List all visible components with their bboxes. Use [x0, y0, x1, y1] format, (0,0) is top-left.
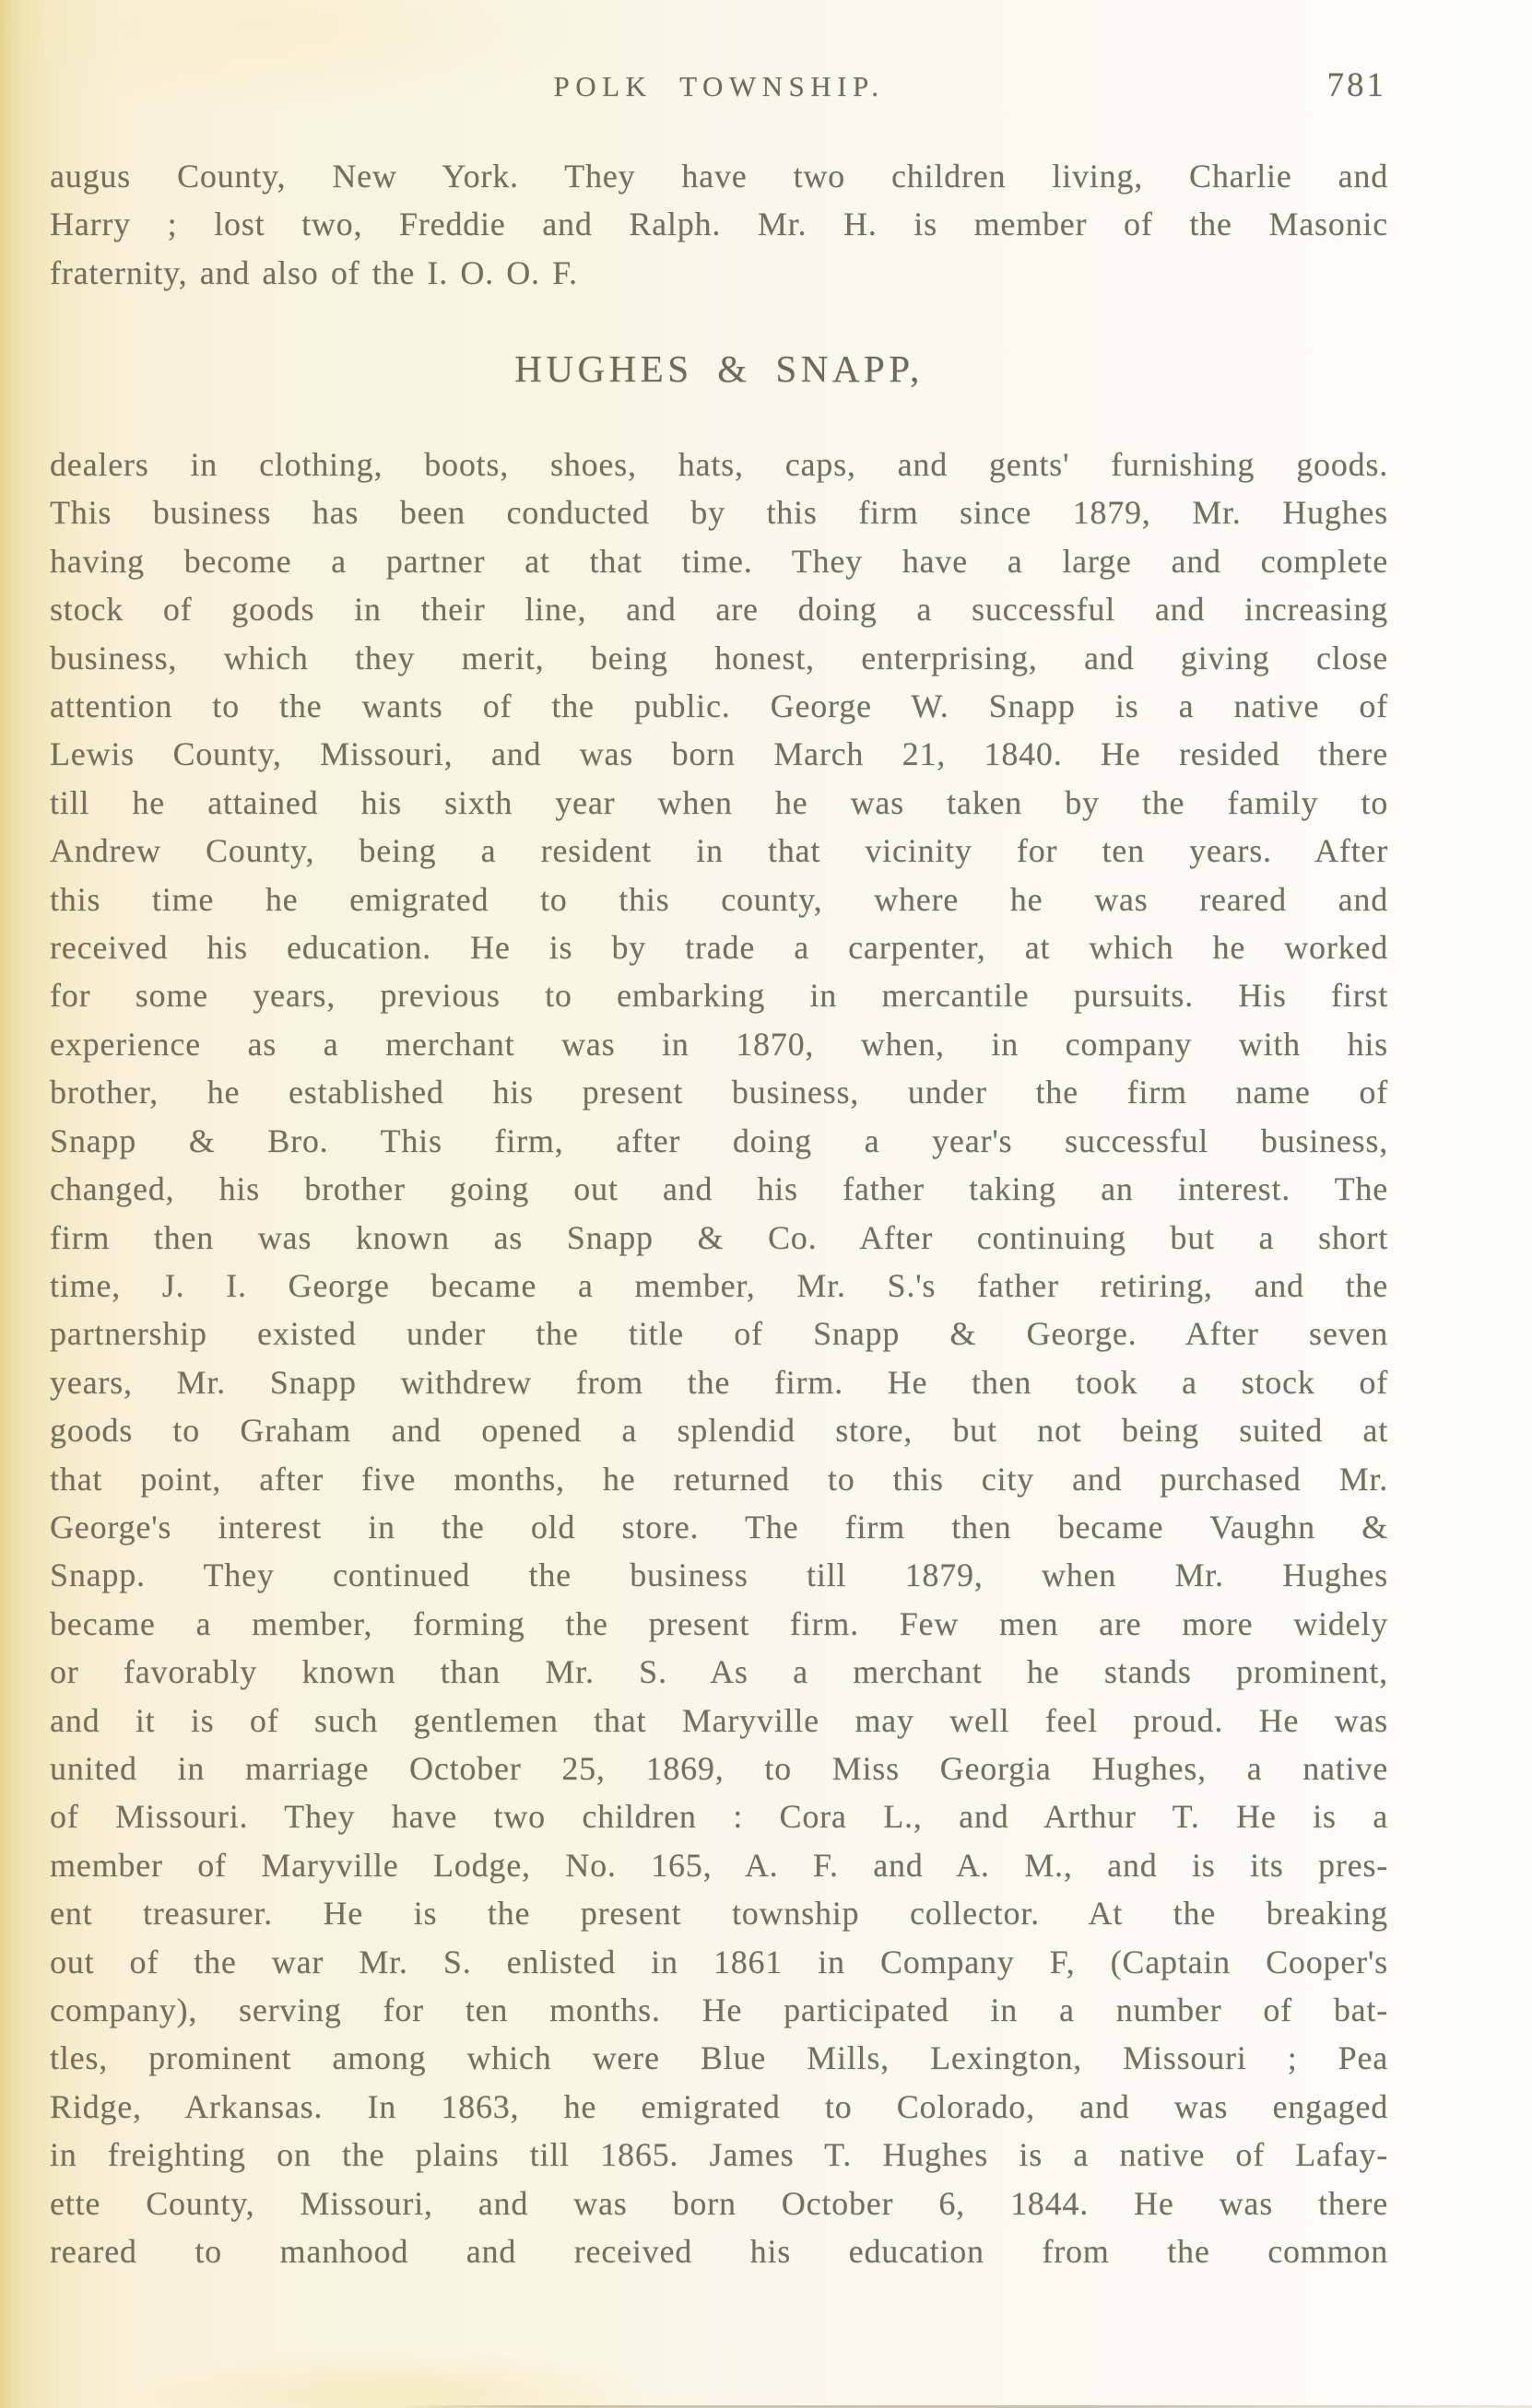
text-line: tles, prominent among which were Blue Mills, Lexington, Missouri ; Pea [50, 2039, 1388, 2077]
text-line: This business has been conducted by this firm since 1879, Mr. Hughes [50, 494, 1388, 532]
intro-paragraph [50, 152, 1388, 297]
text-line: fraternity, and also of the I. O. O. F. [50, 253, 578, 291]
text-line: brother, he established his present business, under the firm name of [50, 1074, 1388, 1111]
text-line: ette County, Missouri, and was born October 6, 1844. He was there [50, 2184, 1388, 2222]
page-header [50, 68, 1388, 111]
text-line: partnership existed under the title of Snapp & George. After seven [50, 1315, 1388, 1353]
text-line: stock of goods in their line, and are doing a successful and increasing [50, 591, 1388, 628]
text-line: George's interest in the old store. The firm then became Vaughn & [50, 1508, 1388, 1545]
text-line: goods to Graham and opened a splendid store, but not being suited at [50, 1412, 1388, 1450]
section-heading: HUGHES & SNAPP, [514, 347, 924, 390]
text-line: Snapp. They continued the business till 1879, when Mr. Hughes [50, 1556, 1388, 1594]
text-line: received his education. He is by trade a carpenter, at which he worked [50, 929, 1388, 967]
text-line: this time he emigrated to this county, where he was reared and [50, 880, 1388, 918]
text-line: till he attained his sixth year when he was taken by the family to [50, 783, 1388, 821]
body-paragraph [50, 440, 1388, 2275]
text-line: or favorably known than Mr. S. As a merchant he stands prominent, [50, 1653, 1388, 1691]
text-line: business, which they merit, being honest, enterprising, and giving close [50, 639, 1388, 676]
text-line: of Missouri. They have two children : Cora L., and Arthur T. He is a [50, 1798, 1388, 1836]
text-line: years, Mr. Snapp withdrew from the firm. He then took a stock of [50, 1363, 1388, 1401]
text-line: for some years, previous to embarking in mercantile pursuits. His first [50, 977, 1388, 1015]
text-line: and it is of such gentlemen that Maryville may well feel proud. He was [50, 1701, 1388, 1739]
text-line: Ridge, Arkansas. In 1863, he emigrated to Colorado, and was engaged [50, 2087, 1388, 2125]
text-line: attention to the wants of the public. George W. Snapp is a native of [50, 687, 1388, 725]
text-line: reared to manhood and received his education from the common [50, 2233, 1388, 2271]
text-line: united in marriage October 25, 1869, to Miss Georgia Hughes, a native [50, 1749, 1388, 1787]
text-line: having become a partner at that time. They have a large and complete [50, 542, 1388, 580]
text-line: augus County, New York. They have two children living, Charlie and [50, 158, 1388, 194]
page-number: 781 [1326, 66, 1386, 104]
text-line: firm then was known as Snapp & Co. After continuing but a short [50, 1218, 1388, 1256]
text-line: dealers in clothing, boots, shoes, hats, caps, and gents' furnishing goods. [50, 446, 1388, 483]
text-line: that point, after five months, he returned to this city and purchased Mr. [50, 1460, 1388, 1498]
text-line: Snapp & Bro. This firm, after doing a year's successful business, [50, 1122, 1388, 1159]
text-line: time, J. I. George became a member, Mr. S.'s father retiring, and the [50, 1266, 1388, 1304]
running-title: POLK TOWNSHIP. [553, 70, 885, 102]
text-line: Harry ; lost two, Freddie and Ralph. Mr. H. is member of the Masonic [50, 206, 1388, 243]
text-line: Lewis County, Missouri, and was born March 21, 1840. He resided there [50, 735, 1388, 773]
text-line: member of Maryville Lodge, No. 165, A. F. and A. M., and is its pres- [50, 1846, 1388, 1884]
text-line: Andrew County, being a resident in that vicinity for ten years. After [50, 832, 1388, 870]
text-line: company), serving for ten months. He participated in a number of bat- [50, 1991, 1388, 2028]
text-line: ent treasurer. He is the present township collector. At the breaking [50, 1895, 1388, 1932]
text-line: out of the war Mr. S. enlisted in 1861 in Company F, (Captain Cooper's [50, 1943, 1388, 1980]
text-line: in freighting on the plains till 1865. James T. Hughes is a native of Lafay- [50, 2136, 1388, 2174]
text-line: experience as a merchant was in 1870, when, in company with his [50, 1025, 1388, 1063]
text-line: became a member, forming the present firm. Few men are more widely [50, 1604, 1388, 1642]
text-line: changed, his brother going out and his father taking an interest. The [50, 1170, 1388, 1208]
